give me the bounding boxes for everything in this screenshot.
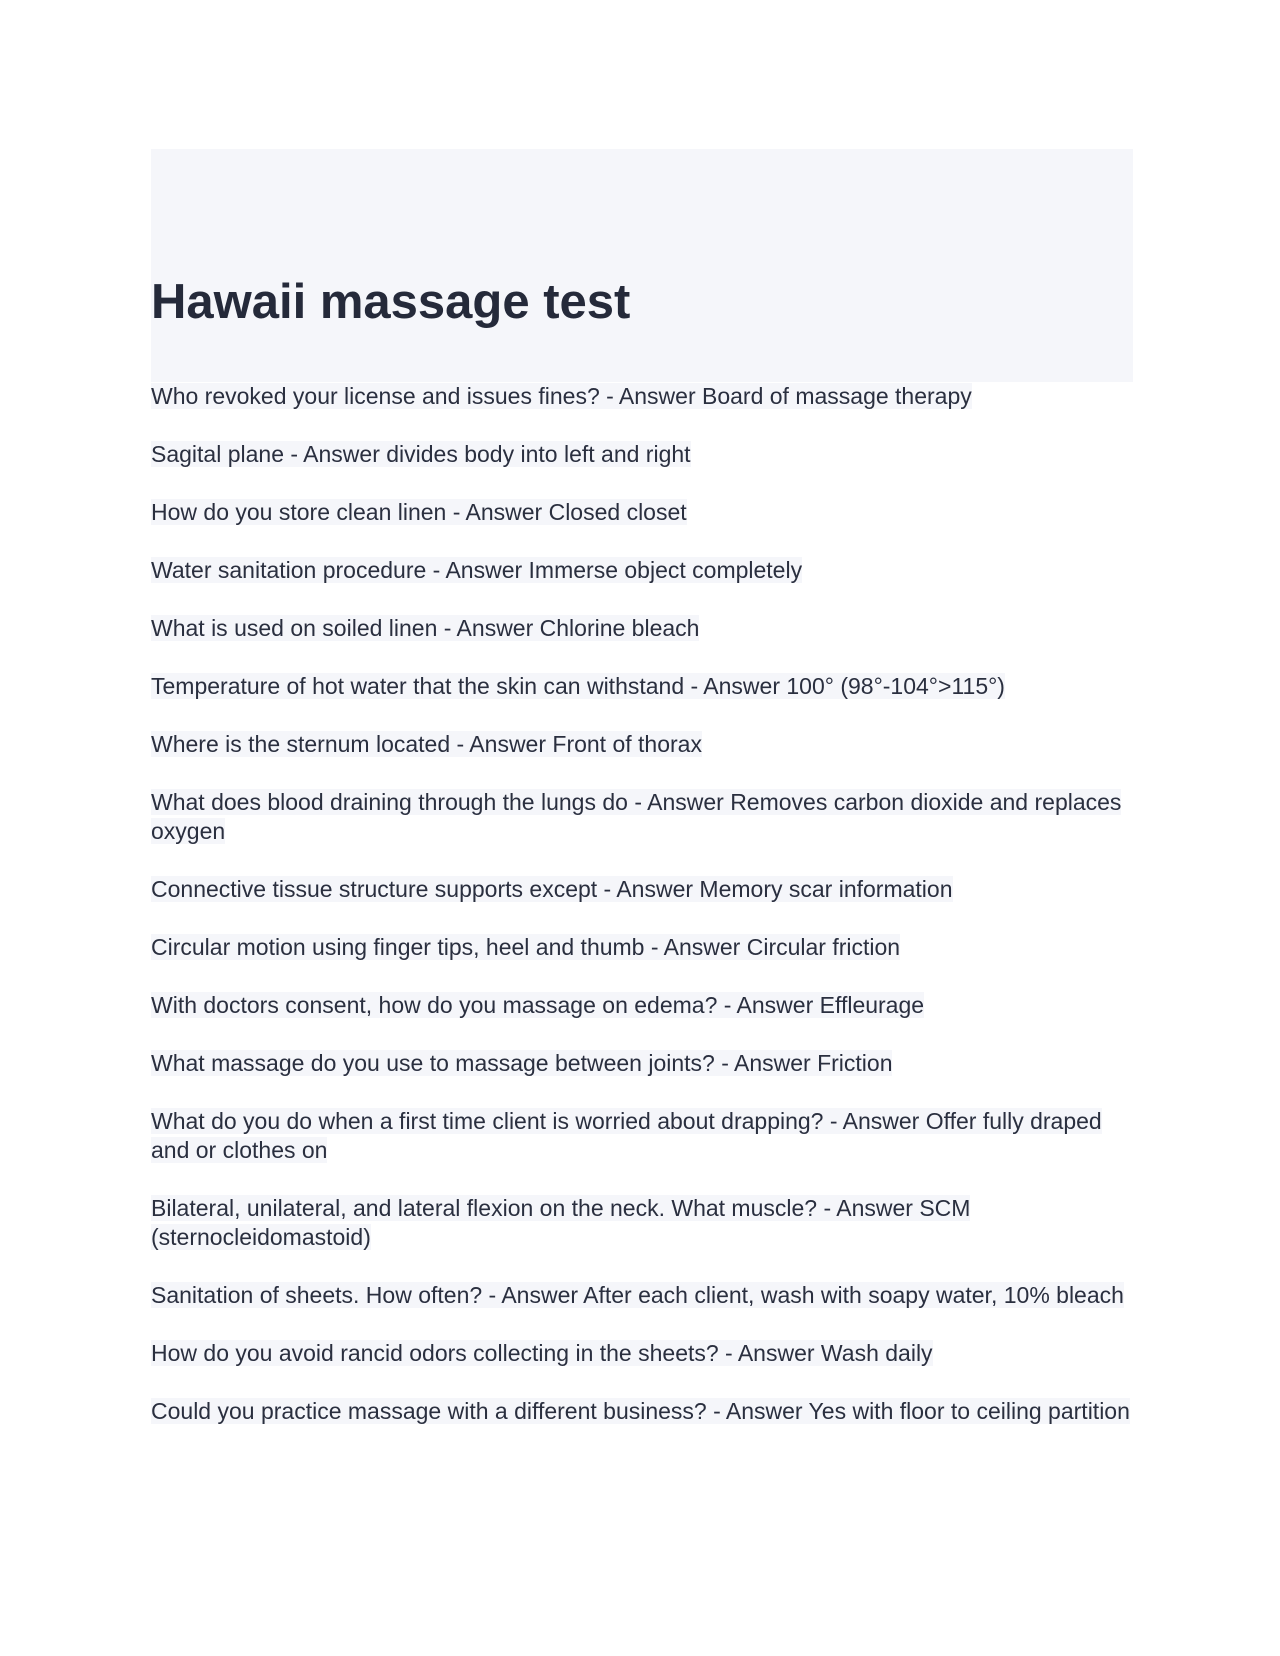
list-item <box>151 1397 1133 1426</box>
list-item <box>151 556 1133 585</box>
qa-text: What massage do you use to massage between joints? - Answer Friction <box>151 1050 893 1076</box>
qa-text: Temperature of hot water that the skin can withstand - Answer 100° (98°-104°>115°) <box>151 673 1005 699</box>
list-item <box>151 382 1133 411</box>
qa-text: What is used on soiled linen - Answer Chlorine bleach <box>151 615 700 641</box>
title-block <box>151 149 1133 382</box>
page-title: Hawaii massage test <box>151 275 631 329</box>
qa-text: Sagital plane - Answer divides body into left and right <box>151 441 691 467</box>
document-page <box>151 149 1133 1455</box>
list-item <box>151 614 1133 643</box>
qa-text: What do you do when a first time client is worried about drapping? - Answer Offer fully draped and or clothes on <box>151 1108 1102 1163</box>
list-item <box>151 875 1133 904</box>
qa-text: Who revoked your license and issues fines? - Answer Board of massage therapy <box>151 383 972 409</box>
list-item <box>151 1281 1133 1310</box>
qa-text: Connective tissue structure supports except - Answer Memory scar information <box>151 876 953 902</box>
list-item <box>151 730 1133 759</box>
qa-list <box>151 382 1133 1426</box>
qa-text: Sanitation of sheets. How often? - Answer After each client, wash with soapy water, 10% bleach <box>151 1282 1124 1308</box>
qa-text: Where is the sternum located - Answer Front of thorax <box>151 731 702 757</box>
qa-text: How do you avoid rancid odors collecting in the sheets? - Answer Wash daily <box>151 1340 933 1366</box>
list-item <box>151 440 1133 469</box>
qa-text: Could you practice massage with a different business? - Answer Yes with floor to ceiling partition <box>151 1398 1130 1424</box>
list-item <box>151 1049 1133 1078</box>
list-item <box>151 1107 1133 1165</box>
qa-text: Bilateral, unilateral, and lateral flexion on the neck. What muscle? - Answer SCM (sternocleidomastoid) <box>151 1195 971 1250</box>
list-item <box>151 788 1133 846</box>
qa-text: Circular motion using finger tips, heel and thumb - Answer Circular friction <box>151 934 901 960</box>
list-item <box>151 933 1133 962</box>
list-item <box>151 1339 1133 1368</box>
list-item <box>151 1194 1133 1252</box>
list-item <box>151 991 1133 1020</box>
list-item <box>151 498 1133 527</box>
list-item <box>151 672 1133 701</box>
qa-text: With doctors consent, how do you massage on edema? - Answer Effleurage <box>151 992 925 1018</box>
qa-text: How do you store clean linen - Answer Closed closet <box>151 499 687 525</box>
qa-text: Water sanitation procedure - Answer Immerse object completely <box>151 557 803 583</box>
qa-text: What does blood draining through the lungs do - Answer Removes carbon dioxide and replaces oxygen <box>151 789 1122 844</box>
